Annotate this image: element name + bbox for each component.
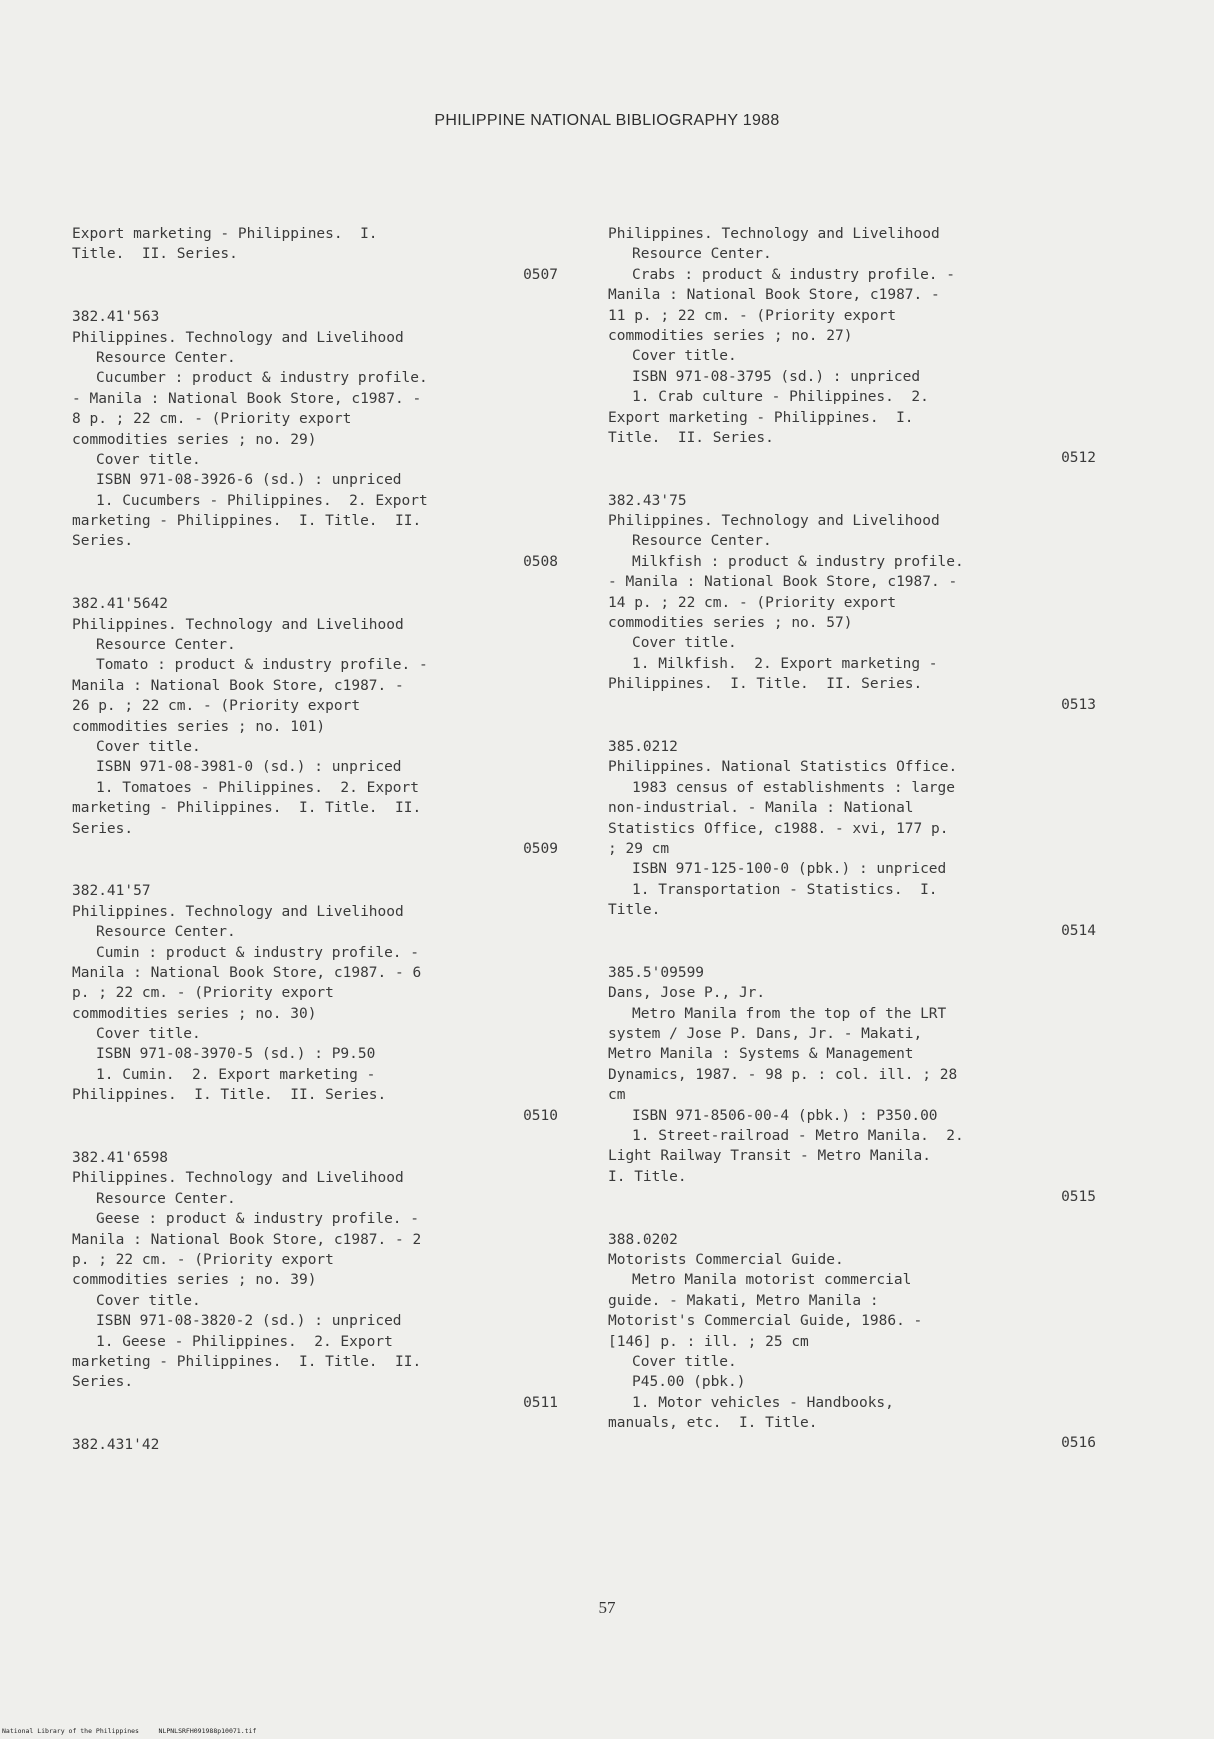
entry-number: 0512: [1061, 450, 1096, 467]
entry-line: 1. Milkfish. 2. Export marketing -: [632, 655, 938, 672]
entry-line: 26 p. ; 22 cm. - (Priority export: [72, 698, 361, 715]
entry-line: Manila : National Book Store, c1987. - 2: [72, 1231, 422, 1248]
bibliography-entry: [608, 737, 1096, 941]
entry-number: 0515: [1061, 1189, 1096, 1206]
entry-line: P45.00 (pbk.): [632, 1374, 746, 1391]
entry-number: 0507: [523, 266, 558, 283]
page-title: PHILIPPINE NATIONAL BIBLIOGRAPHY 1988: [434, 112, 780, 129]
entry-line: 385.0212: [608, 738, 678, 755]
entry-line: Milkfish : product & industry profile.: [632, 553, 964, 570]
entry-line: Philippines. I. Title. II. Series.: [72, 1087, 387, 1104]
entry-line: non-industrial. - Manila : National: [608, 800, 914, 817]
left-column: [72, 224, 558, 1477]
entry-line: Motorists Commercial Guide.: [608, 1251, 844, 1268]
entry-line: ISBN 971-8506-00-4 (pbk.) : P350.00: [632, 1107, 938, 1124]
entry-line: marketing - Philippines. I. Title. II.: [72, 1353, 422, 1370]
entry-line: 1. Motor vehicles - Handbooks,: [632, 1394, 894, 1411]
entry-number: 0511: [523, 1394, 558, 1411]
entry-line: Cover title.: [96, 451, 201, 468]
entry-line: commodities series ; no. 39): [72, 1272, 317, 1289]
entry-line: 1. Cumin. 2. Export marketing -: [96, 1066, 376, 1083]
bibliography-entry: [72, 224, 558, 285]
bibliography-entry: [72, 1148, 558, 1413]
entry-line: 382.41'6598: [72, 1150, 169, 1167]
entry-line: guide. - Makati, Metro Manila :: [608, 1292, 879, 1309]
entry-line: Cucumber : product & industry profile.: [96, 370, 428, 387]
entry-line: 382.41'5642: [72, 596, 169, 613]
entry-number: 0514: [1061, 922, 1096, 939]
entry-line: Crabs : product & industry profile. -: [632, 266, 956, 283]
entry-line: Philippines. Technology and Livelihood: [72, 903, 404, 920]
entry-line: Geese : product & industry profile. -: [96, 1211, 420, 1228]
entry-line: - Manila : National Book Store, c1987. -: [608, 574, 958, 591]
entry-line: manuals, etc. I. Title.: [608, 1415, 818, 1432]
bibliography-entry: [72, 594, 558, 859]
entry-line: cm: [608, 1087, 626, 1104]
entry-line: p. ; 22 cm. - (Priority export: [72, 1251, 334, 1268]
entry-line: Cover title.: [96, 738, 201, 755]
entry-number: 0509: [523, 840, 558, 857]
bibliography-entry: [608, 224, 1096, 469]
entry-line: Philippines. Technology and Livelihood: [608, 513, 940, 530]
entry-line: Philippines. Technology and Livelihood: [608, 226, 940, 242]
entry-line: Philippines. National Statistics Office.: [608, 759, 958, 776]
entry-line: Cover title.: [96, 1292, 201, 1309]
entry-line: Title. II. Series.: [608, 429, 774, 446]
entry-line: Resource Center.: [96, 924, 236, 941]
entry-number: 0516: [1061, 1435, 1096, 1452]
entry-line: marketing - Philippines. I. Title. II.: [72, 513, 422, 530]
entry-line: Metro Manila from the top of the LRT: [632, 1005, 947, 1022]
entry-line: 382.41'57: [72, 883, 151, 900]
entry-line: commodities series ; no. 57): [608, 615, 853, 632]
entry-line: commodities series ; no. 27): [608, 327, 853, 344]
bibliography-entry: [72, 307, 558, 572]
entry-line: ISBN 971-08-3795 (sd.) : unpriced: [632, 368, 921, 385]
entry-line: Resource Center.: [632, 533, 772, 550]
entry-line: 382.431'42: [72, 1437, 160, 1454]
entry-line: Resource Center.: [96, 1190, 236, 1207]
entry-line: 8 p. ; 22 cm. - (Priority export: [72, 411, 352, 428]
bibliography-entry: [72, 1435, 558, 1455]
entry-line: 382.41'563: [72, 309, 160, 326]
entry-line: Cumin : product & industry profile. -: [96, 944, 420, 961]
entry-line: Title.: [608, 902, 661, 919]
entry-line: Manila : National Book Store, c1987. -: [608, 287, 940, 304]
entry-line: Resource Center.: [96, 349, 236, 366]
entry-line: 1. Crab culture - Philippines. 2.: [632, 389, 929, 406]
entry-line: Philippines. I. Title. II. Series.: [608, 676, 923, 693]
entry-line: 1. Cucumbers - Philippines. 2. Export: [96, 492, 428, 509]
entry-line: Manila : National Book Store, c1987. - 6: [72, 964, 422, 981]
entry-line: Export marketing - Philippines. I.: [72, 226, 378, 242]
entry-line: Philippines. Technology and Livelihood: [72, 616, 404, 633]
entry-line: p. ; 22 cm. - (Priority export: [72, 985, 334, 1002]
entry-line: Light Railway Transit - Metro Manila.: [608, 1148, 932, 1165]
entry-line: 385.5'09599: [608, 964, 705, 981]
entry-line: [146] p. : ill. ; 25 cm: [608, 1333, 809, 1350]
entry-line: marketing - Philippines. I. Title. II.: [72, 800, 422, 817]
entry-line: I. Title.: [608, 1168, 687, 1185]
entry-line: Series.: [72, 533, 134, 550]
entry-line: system / Jose P. Dans, Jr. - Makati,: [608, 1026, 923, 1043]
entry-line: Cover title.: [96, 1026, 201, 1043]
entry-line: ISBN 971-08-3981-0 (sd.) : unpriced: [96, 759, 402, 776]
entry-line: 1. Geese - Philippines. 2. Export: [96, 1333, 393, 1350]
entry-line: 1983 census of establishments : large: [632, 779, 956, 796]
bibliography-entry: [608, 491, 1096, 715]
entry-line: Philippines. Technology and Livelihood: [72, 1170, 404, 1187]
page-number: 57: [598, 1598, 616, 1617]
entry-line: Dynamics, 1987. - 98 p. : col. ill. ; 28: [608, 1066, 958, 1083]
entry-line: Tomato : product & industry profile. -: [96, 657, 428, 674]
entry-line: 14 p. ; 22 cm. - (Priority export: [608, 594, 897, 611]
entry-line: Manila : National Book Store, c1987. -: [72, 677, 404, 694]
entry-line: Cover title.: [632, 635, 737, 652]
bibliography-entry: [608, 963, 1096, 1208]
entry-line: Resource Center.: [96, 637, 236, 654]
entry-line: commodities series ; no. 30): [72, 1005, 317, 1022]
entry-line: Statistics Office, c1988. - xvi, 177 p.: [608, 820, 949, 837]
entry-line: Metro Manila motorist commercial: [632, 1272, 912, 1289]
bibliography-entry: [72, 881, 558, 1126]
entry-line: Title. II. Series.: [72, 246, 238, 263]
entry-line: 1. Tomatoes - Philippines. 2. Export: [96, 779, 420, 796]
entry-line: commodities series ; no. 101): [72, 718, 326, 735]
entry-line: Export marketing - Philippines. I.: [608, 409, 914, 426]
entry-line: Cover title.: [632, 1353, 737, 1370]
entry-number: 0510: [523, 1107, 558, 1124]
entry-line: 1. Transportation - Statistics. I.: [632, 881, 938, 898]
entry-line: 1. Street-railroad - Metro Manila. 2.: [632, 1128, 964, 1145]
entry-line: ISBN 971-08-3926-6 (sd.) : unpriced: [96, 472, 402, 489]
entry-line: Cover title.: [632, 348, 737, 365]
scan-footer: National Library of the Philippines NLPNLSRFH091988p10071.tif: [2, 1727, 257, 1735]
entry-line: Series.: [72, 1374, 134, 1391]
entry-line: - Manila : National Book Store, c1987. -: [72, 390, 422, 407]
entry-line: 11 p. ; 22 cm. - (Priority export: [608, 307, 897, 324]
entry-line: Dans, Jose P., Jr.: [608, 985, 766, 1002]
entry-line: Motorist's Commercial Guide, 1986. -: [608, 1313, 923, 1330]
entry-number: 0513: [1061, 696, 1096, 713]
entry-line: ISBN 971-125-100-0 (pbk.) : unpriced: [632, 861, 947, 878]
entry-line: Series.: [72, 820, 134, 837]
entry-number: 0508: [523, 553, 558, 570]
entry-line: ISBN 971-08-3970-5 (sd.) : P9.50: [96, 1046, 376, 1063]
entry-line: ISBN 971-08-3820-2 (sd.) : unpriced: [96, 1313, 402, 1330]
entry-line: 388.0202: [608, 1231, 678, 1248]
right-column: [608, 224, 1096, 1476]
entry-line: ; 29 cm: [608, 840, 670, 857]
entry-line: Resource Center.: [632, 246, 772, 263]
entry-line: 382.43'75: [608, 492, 687, 509]
bibliography-entry: [608, 1230, 1096, 1454]
entry-line: Metro Manila : Systems & Management: [608, 1046, 914, 1063]
entry-line: Philippines. Technology and Livelihood: [72, 329, 404, 346]
entry-line: commodities series ; no. 29): [72, 431, 317, 448]
